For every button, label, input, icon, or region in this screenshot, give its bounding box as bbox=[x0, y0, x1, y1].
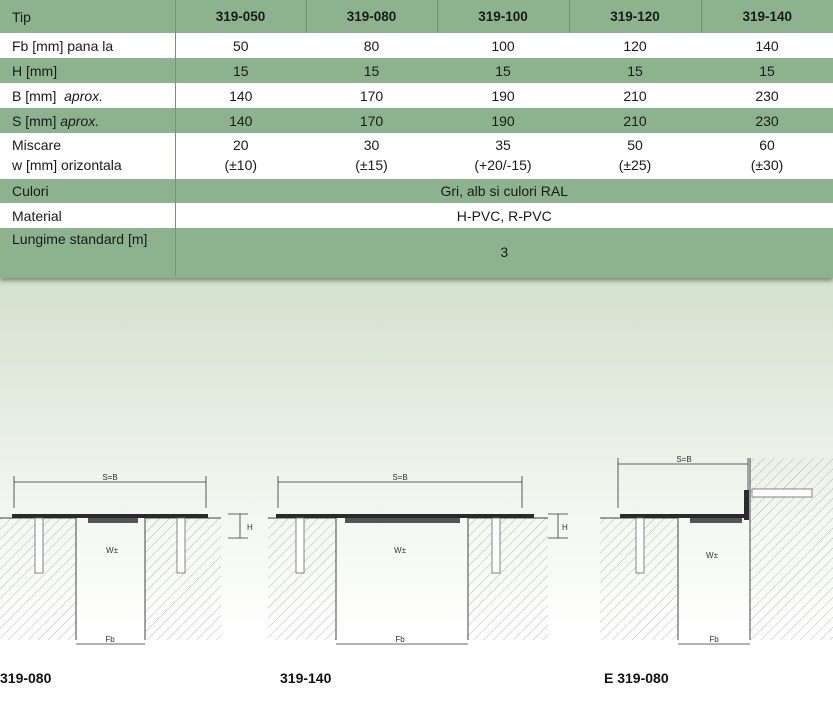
drawing-e-319-080 bbox=[600, 455, 833, 644]
row-label bbox=[0, 83, 175, 108]
table-cell: 100 bbox=[437, 33, 569, 58]
table-cell: 210 bbox=[569, 108, 701, 133]
concrete-right bbox=[468, 518, 548, 640]
dim-label-h: H bbox=[562, 523, 568, 532]
table-cell-span: H-PVC, R-PVC bbox=[175, 203, 833, 228]
table-cell: 190 bbox=[437, 83, 569, 108]
profile-wall-flange bbox=[744, 490, 749, 520]
table-cell-span: Gri, alb si culori RAL bbox=[175, 179, 833, 203]
dim-label-fb: Fb bbox=[709, 635, 719, 644]
anchor bbox=[636, 518, 644, 573]
table-cell: 170 bbox=[306, 108, 437, 133]
row-label: Lungime standard [m] bbox=[0, 228, 175, 276]
table-cell: 15 bbox=[569, 58, 701, 83]
cell-line2: (±30) bbox=[750, 157, 784, 173]
table-header-row bbox=[0, 0, 833, 33]
table-row bbox=[0, 179, 833, 203]
anchor bbox=[177, 518, 185, 573]
profile-base bbox=[620, 514, 748, 518]
table-cell: 15 bbox=[701, 58, 833, 83]
profile-insert bbox=[88, 518, 138, 523]
table-cell: 230 bbox=[701, 83, 833, 108]
technical-drawings bbox=[0, 450, 833, 650]
table-cell: 15 bbox=[437, 58, 569, 83]
table-row bbox=[0, 58, 833, 83]
cell-line1: 50 bbox=[627, 137, 643, 153]
table-row bbox=[0, 83, 833, 108]
table-cell bbox=[569, 133, 701, 179]
table-cell bbox=[437, 133, 569, 179]
table-row bbox=[0, 228, 833, 276]
drawing-319-140 bbox=[268, 473, 568, 644]
header-col: 319-080 bbox=[306, 0, 437, 33]
table-cell: 170 bbox=[306, 83, 437, 108]
table-cell: 210 bbox=[569, 83, 701, 108]
caption-drawing-3: E 319-080 bbox=[604, 670, 669, 686]
row-label: Culori bbox=[0, 179, 175, 203]
header-col: 319-120 bbox=[569, 0, 701, 33]
spec-table bbox=[0, 0, 833, 276]
dim-label-sb: S=B bbox=[102, 473, 118, 482]
cell-line2: (±25) bbox=[618, 157, 652, 173]
row-label-note: aprox. bbox=[64, 87, 104, 104]
row-label-line1: Miscare bbox=[12, 137, 62, 153]
cell-line1: 60 bbox=[759, 137, 775, 153]
caption-drawing-1: 319-080 bbox=[0, 670, 52, 686]
header-col: 319-140 bbox=[701, 0, 833, 33]
anchor bbox=[35, 518, 43, 573]
dim-label-w: W± bbox=[394, 546, 406, 555]
table-cell: 15 bbox=[175, 58, 306, 83]
header-col: 319-050 bbox=[175, 0, 306, 33]
table-row bbox=[0, 203, 833, 228]
cell-line2: (±15) bbox=[355, 157, 388, 173]
dim-label-h: H bbox=[247, 523, 253, 532]
dim-label-fb: Fb bbox=[105, 635, 115, 644]
table-cell: 140 bbox=[175, 108, 306, 133]
profile-insert bbox=[690, 518, 742, 523]
anchor-wall bbox=[752, 489, 812, 497]
profile-insert bbox=[345, 518, 460, 523]
row-label-text: S [mm] bbox=[12, 112, 57, 129]
table-cell: 140 bbox=[701, 33, 833, 58]
row-label-note: aprox. bbox=[60, 112, 100, 129]
cell-line1: 30 bbox=[363, 137, 380, 153]
table-cell: 140 bbox=[175, 83, 306, 108]
table-cell bbox=[701, 133, 833, 179]
table-cell-span: 3 bbox=[175, 228, 833, 276]
table-cell: 15 bbox=[306, 58, 437, 83]
row-label-text: B [mm] bbox=[12, 87, 57, 104]
table-cell bbox=[306, 133, 437, 179]
caption-drawing-2: 319-140 bbox=[280, 670, 332, 686]
row-label-line2: w [mm] orizontala bbox=[12, 157, 122, 173]
cell-line2: (+20/-15) bbox=[474, 157, 532, 173]
spec-table-panel bbox=[0, 0, 833, 278]
table-cell: 50 bbox=[175, 33, 306, 58]
anchor bbox=[296, 518, 304, 573]
cell-line1: 20 bbox=[232, 137, 249, 153]
table-cell: 120 bbox=[569, 33, 701, 58]
dim-label-sb: S=B bbox=[676, 455, 692, 464]
drawing-319-080 bbox=[0, 473, 253, 644]
header-tip: Tip bbox=[0, 0, 175, 33]
dim-label-sb: S=B bbox=[392, 473, 408, 482]
row-label bbox=[0, 108, 175, 133]
table-row bbox=[0, 33, 833, 58]
table-cell: 80 bbox=[306, 33, 437, 58]
dim-label-w: W± bbox=[706, 551, 718, 560]
profile-base bbox=[12, 514, 208, 518]
concrete-wall bbox=[750, 458, 833, 640]
table-cell bbox=[175, 133, 306, 179]
anchor bbox=[492, 518, 500, 573]
row-label: Fb [mm] pana la bbox=[0, 33, 175, 58]
cell-line2: (±10) bbox=[224, 157, 258, 173]
row-label: Material bbox=[0, 203, 175, 228]
dim-label-w: W± bbox=[106, 546, 118, 555]
table-row bbox=[0, 108, 833, 133]
table-row bbox=[0, 133, 833, 179]
table-cell: 190 bbox=[437, 108, 569, 133]
table-cell: 230 bbox=[701, 108, 833, 133]
dim-label-fb: Fb bbox=[395, 635, 405, 644]
row-label bbox=[0, 133, 175, 179]
header-col: 319-100 bbox=[437, 0, 569, 33]
profile-base bbox=[276, 514, 534, 518]
cell-line1: 35 bbox=[495, 137, 511, 153]
row-label: H [mm] bbox=[0, 58, 175, 83]
